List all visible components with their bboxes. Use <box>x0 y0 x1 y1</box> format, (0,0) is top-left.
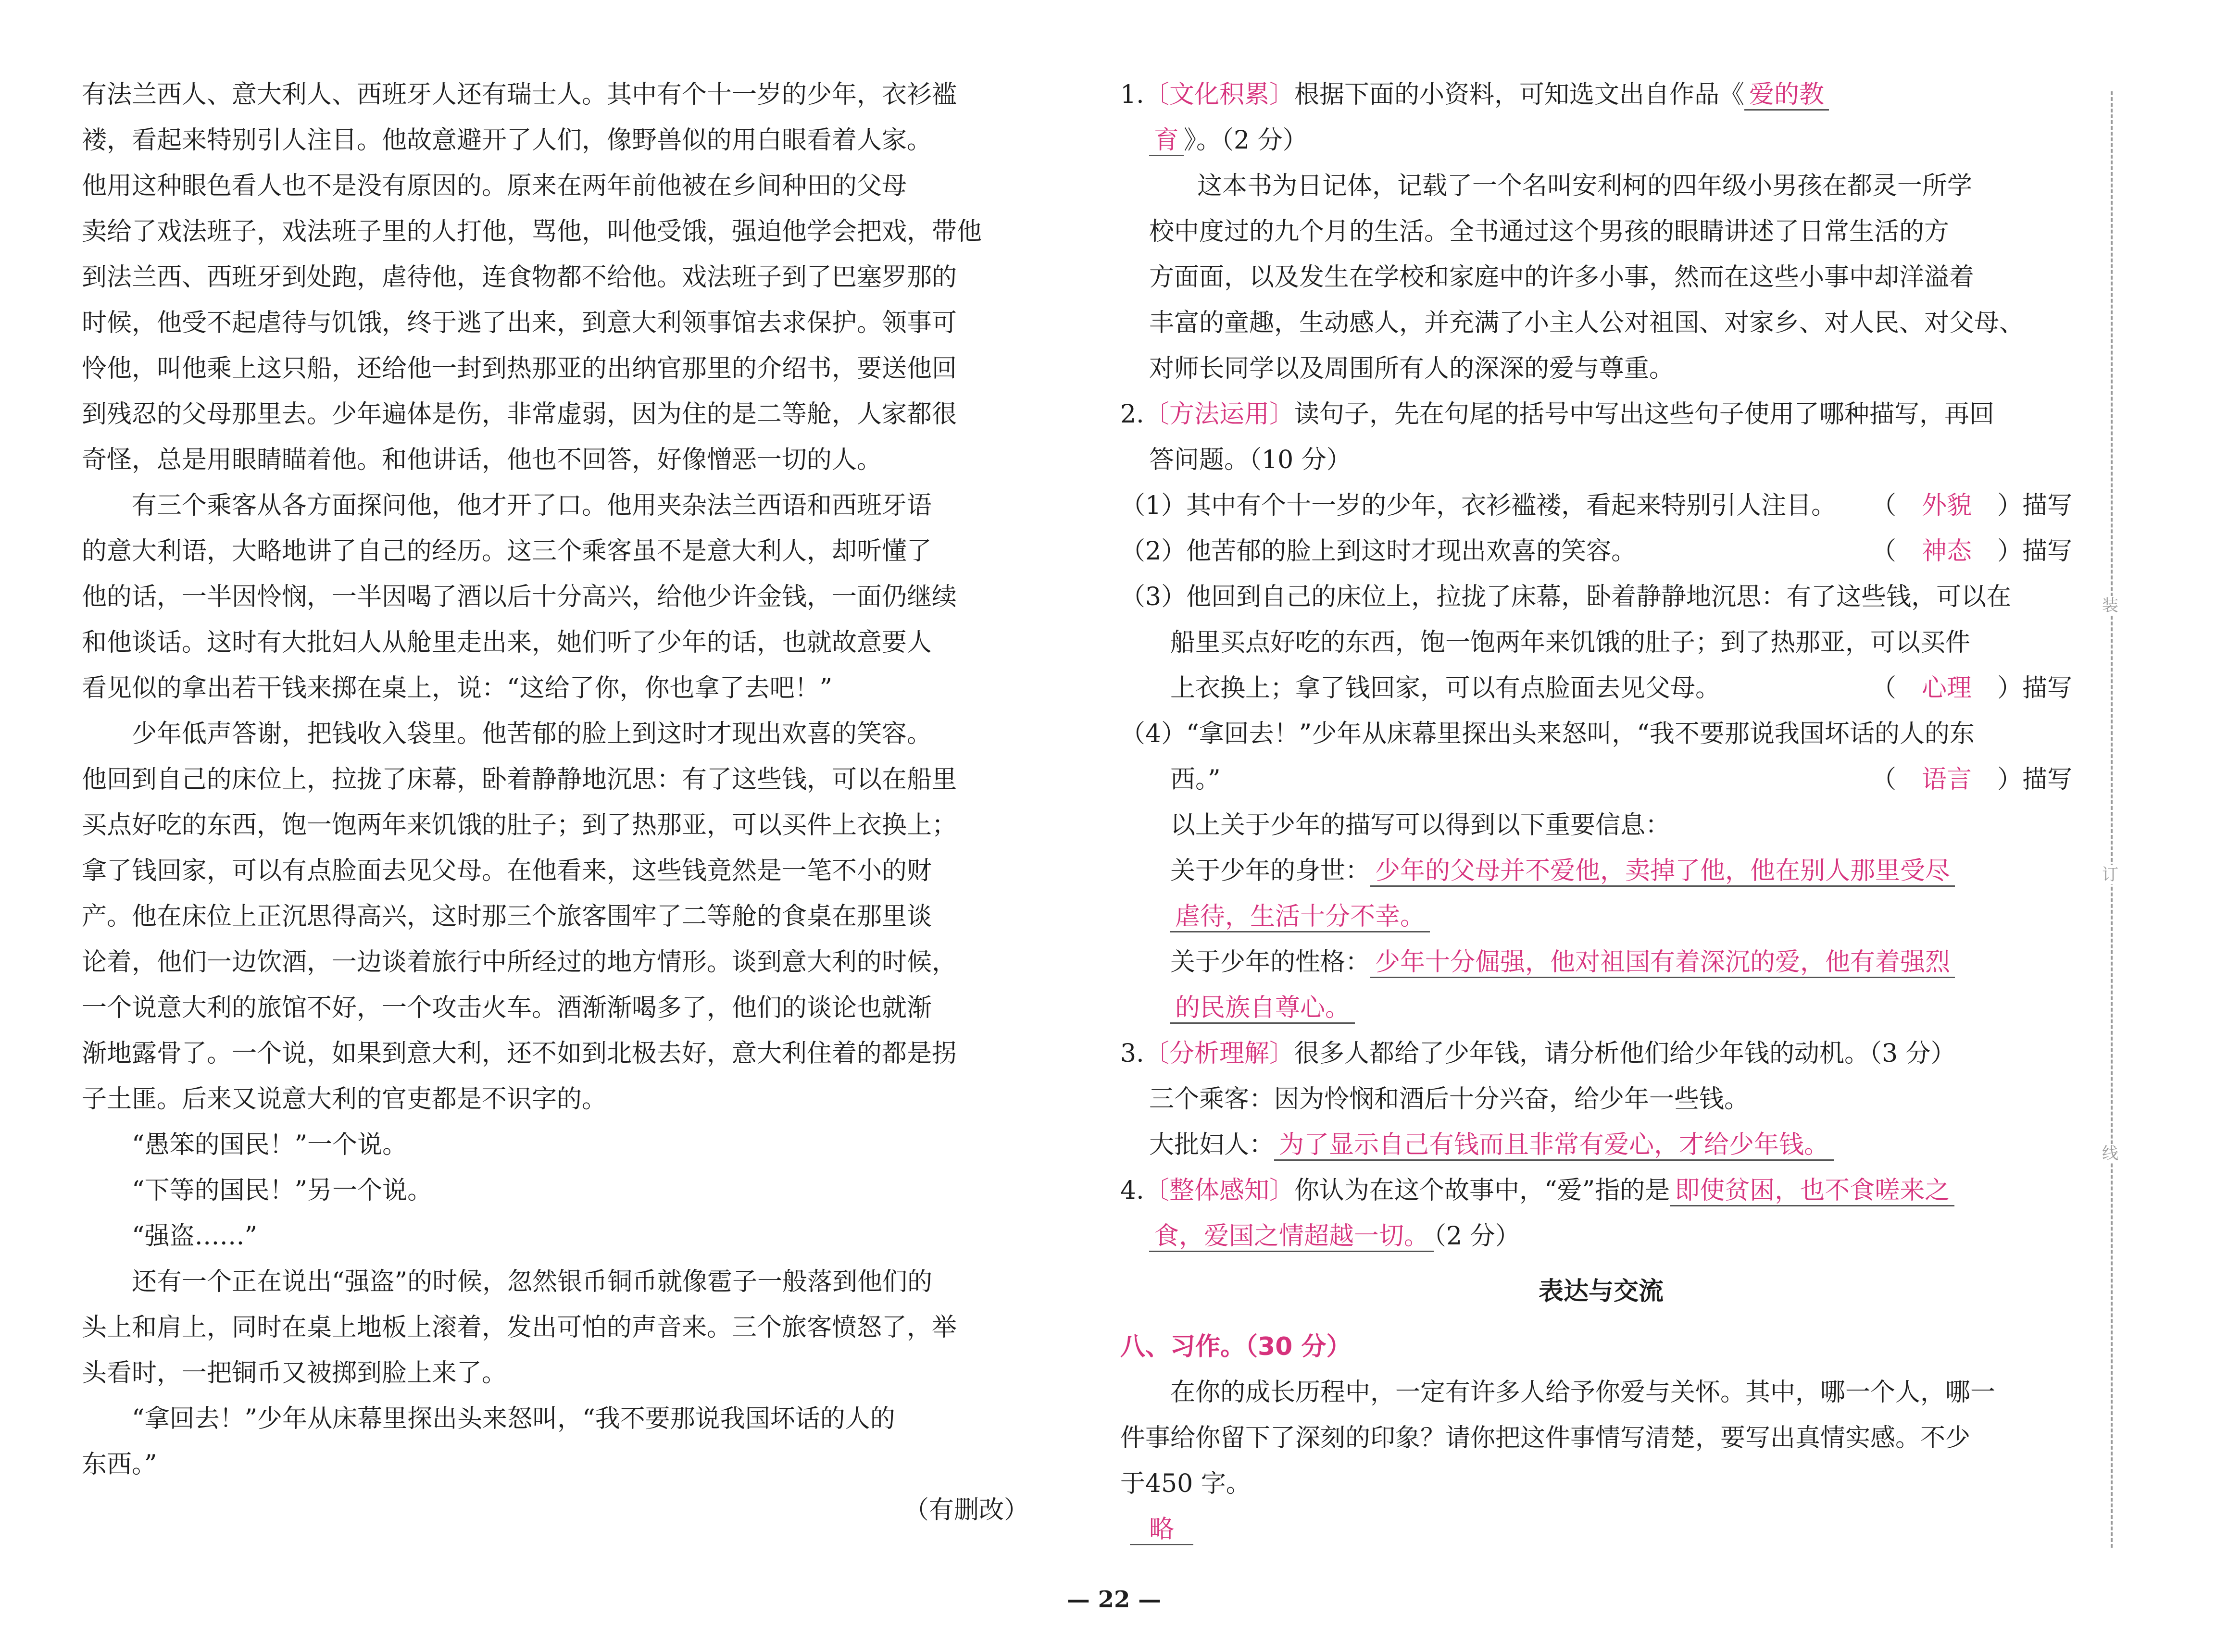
passage-line: 他用这种眼色看人也不是没有原因的。原来在两年前他被在乡间种田的父母 <box>82 172 907 200</box>
question-tag: 〔分析理解〕 <box>1144 1039 1295 1068</box>
question-number: 3. <box>1120 1039 1144 1068</box>
character-label: 关于少年的性格： <box>1170 948 1371 977</box>
question-text: 答问题。（10 分） <box>1149 446 1352 474</box>
material-line: 这本书为日记体，记载了一个名叫安利柯的四年级小男孩在都灵一所学 <box>1197 172 1973 200</box>
material-line: 丰富的童趣，生动感人，并充满了小主人公对祖国、对家乡、对人民、对父母、 <box>1149 309 2025 337</box>
sub-item-3: （3）他回到自己的床位上，拉拢了床幕，卧着静静地沉思：有了这些钱，可以在 <box>1120 583 2012 611</box>
passage-line: 还有一个正在说出“强盗”的时候，忽然银币铜币就像雹子一般落到他们的 <box>132 1267 933 1296</box>
passage-line: 渐地露骨了。一个说，如果到意大利，还不如到北极去好，意大利住着的都是拐 <box>82 1039 957 1068</box>
question-tag: 〔方法运用〕 <box>1144 400 1295 429</box>
passage-line: “愚笨的国民！”一个说。 <box>132 1130 408 1159</box>
material-line: 对师长同学以及周围所有人的深深的爱与尊重。 <box>1149 354 1675 383</box>
question-tag: 〔整体感知〕 <box>1144 1176 1295 1205</box>
sub-item-text: （1）其中有个十一岁的少年，衣衫褴褛，看起来特别引人注目。 <box>1120 491 1837 520</box>
page-number: — 22 — <box>1066 1586 1162 1613</box>
question-number: 4. <box>1120 1176 1144 1205</box>
answer-blank: 外貌 <box>1921 491 1972 520</box>
question-8-title: 八、习作。（30 分） <box>1120 1332 1352 1361</box>
paren: （ <box>1871 765 1896 794</box>
question-3 <box>1120 1031 2082 1077</box>
answer-blank: 食，爱国之情超越一切。 <box>1149 1222 1434 1252</box>
passage-line: “拿回去！”少年从床幕里探出头来怒叫，“我不要那说我国坏话的人的 <box>132 1404 895 1433</box>
question-suffix: （2 分） <box>1434 1222 1520 1251</box>
paren: ）描写 <box>1997 491 2072 520</box>
sub-item-3-cont: 船里买点好吃的东西，饱一饱两年来饥饿的肚子；到了热那亚，可以买件 <box>1170 628 1971 657</box>
question-text: 读句子，先在句尾的括号中写出这些句子使用了哪种描写，再回 <box>1294 400 1995 429</box>
passage-line: 褛，看起来特别引人注目。他故意避开了人们，像野兽似的用白眼看着人家。 <box>82 126 932 155</box>
reading-passage <box>82 72 1039 1533</box>
paren: （ <box>1871 674 1896 703</box>
identity-line <box>1120 848 2082 894</box>
passage-line: 怜他，叫他乘上这只船，还给他一封到热那亚的出纳官那里的介绍书，要送他回 <box>82 354 957 383</box>
answer-blank: 为了显示自己有钱而且非常有爱心，才给少年钱。 <box>1274 1130 1834 1161</box>
answer-blank: 神态 <box>1921 537 1972 566</box>
question-text: 很多人都给了少年钱，请分析他们给少年钱的动机。（3 分） <box>1294 1039 1956 1068</box>
summary-prompt: 以上关于少年的描写可以得到以下重要信息： <box>1170 811 1671 840</box>
passage-line: 论着，他们一边饮酒，一边谈着旅行中所经过的地方情形。谈到意大利的时候， <box>82 948 957 977</box>
passage-line: 有法兰西人、意大利人、西班牙人还有瑞士人。其中有个十一岁的少年，衣衫褴 <box>82 80 957 109</box>
cut-mark: 线 <box>2102 1144 2118 1163</box>
sub-item-text: （2）他苦郁的脸上到这时才现出欢喜的笑容。 <box>1120 537 1637 566</box>
passage-line: 卖给了戏法班子，戏法班子里的人打他，骂他，叫他受饿，强迫他学会把戏，带他 <box>82 217 982 246</box>
answer-blank: 少年的父母并不爱他，卖掉了他，他在别人那里受尽 <box>1370 857 1955 887</box>
passage-line: 头上和肩上，同时在桌上地板上滚着，发出可怕的声音来。三个旅客愤怒了，举 <box>82 1313 957 1342</box>
paren: ）描写 <box>1997 674 2072 703</box>
passage-line: 有三个乘客从各方面探问他，他才开了口。他用夹杂法兰西语和西班牙语 <box>132 491 932 520</box>
question-text: 根据下面的小资料，可知选文出自作品《 <box>1294 80 1745 109</box>
passage-line: 奇怪，总是用眼睛瞄着他。和他讲话，他也不回答，好像憎恶一切的人。 <box>82 446 882 474</box>
paren: ）描写 <box>1997 765 2072 794</box>
paren: （ <box>1871 491 1896 520</box>
source-note: （有删改） <box>903 1496 1029 1525</box>
sub-item-text: 西。” <box>1170 765 1221 794</box>
answer-blank: 虐待，生活十分不幸。 <box>1170 902 1430 932</box>
passage-line: 的意大利语，大略地讲了自己的经历。这三个乘客虽不是意大利人，却听懂了 <box>82 537 932 566</box>
passage-line: 到法兰西、西班牙到处跑，虐待他，连食物都不给他。戏法班子到了巴塞罗那的 <box>82 263 957 292</box>
passage-line: 拿了钱回家，可以有点脸面去见父母。在他看来，这些钱竟然是一笔不小的财 <box>82 857 932 885</box>
answer-blank: 即使贫困，也不食嗟来之 <box>1670 1176 1954 1206</box>
passage-line: 东西。” <box>82 1450 157 1479</box>
answer-line: 三个乘客：因为怜悯和酒后十分兴奋，给少年一些钱。 <box>1149 1085 1750 1114</box>
passage-line: 时候，他受不起虐待与饥饿，终于逃了出来，到意大利领事馆去求保护。领事可 <box>82 309 957 337</box>
passage-line: 他回到自己的床位上，拉拢了床幕，卧着静静地沉思：有了这些钱，可以在船里 <box>82 765 957 794</box>
cut-mark: 订 <box>2102 865 2118 884</box>
answer-line <box>1120 1122 2082 1168</box>
question-suffix: 》。（2 分） <box>1184 126 1308 155</box>
answer-blank: 爱的教 <box>1744 80 1829 111</box>
passage-line: 产。他在床位上正沉思得高兴，这时那三个旅客围牢了二等舱的食桌在那里谈 <box>82 902 932 931</box>
question-1-cont <box>1120 118 2082 163</box>
question-1 <box>1120 72 2082 118</box>
answer-blank: 语言 <box>1921 765 1972 794</box>
sub-item-3-cont <box>1120 666 2082 711</box>
identity-label: 关于少年的身世： <box>1170 857 1371 885</box>
cut-mark: 装 <box>2102 596 2118 615</box>
question-4 <box>1120 1168 2082 1214</box>
passage-line: 到残忍的父母那里去。少年遍体是伤，非常虚弱，因为住的是二等舱，人家都很 <box>82 400 957 429</box>
question-tag: 〔文化积累〕 <box>1144 80 1295 109</box>
passage-line: 头看时，一把铜币又被掷到脸上来了。 <box>82 1359 507 1388</box>
passage-line: “强盗……” <box>132 1222 258 1251</box>
passage-line: 他的话，一半因怜悯，一半因喝了酒以后十分高兴，给他少许金钱，一面仍继续 <box>82 583 957 611</box>
passage-line: 买点好吃的东西，饱一饱两年来饥饿的肚子；到了热那亚，可以买件上衣换上； <box>82 811 957 840</box>
paren: （ <box>1871 537 1896 566</box>
sub-item-2 <box>1120 529 2082 574</box>
passage-line: 少年低声答谢，把钱收入袋里。他苦郁的脸上到这时才现出欢喜的笑容。 <box>132 720 932 748</box>
question-number: 2. <box>1120 400 1144 429</box>
binding-cut-line <box>2111 91 2113 1548</box>
essay-answer <box>1120 1507 2082 1553</box>
question-number: 1. <box>1120 80 1144 109</box>
sub-item-4: （4）“拿回去！”少年从床幕里探出头来怒叫，“我不要那说我国坏话的人的东 <box>1120 720 1975 748</box>
sub-item-text: 上衣换上；拿了钱回家，可以有点脸面去见父母。 <box>1170 674 1721 703</box>
answer-blank: 略 <box>1130 1515 1193 1545</box>
question-2 <box>1120 392 2082 437</box>
identity-line-cont <box>1120 894 2082 940</box>
passage-line: 子土匪。后来又说意大利的官吏都是不识字的。 <box>82 1085 607 1114</box>
question-4-cont <box>1120 1214 2082 1259</box>
answer-blank: 少年十分倔强，他对祖国有着深沉的爱，他有着强烈 <box>1370 948 1955 978</box>
material-line: 方面面，以及发生在学校和家庭中的许多小事，然而在这些小事中却洋溢着 <box>1149 263 1975 292</box>
section-title: 表达与交流 <box>1538 1277 1664 1306</box>
paren: ）描写 <box>1997 537 2072 566</box>
prompt-line: 于450 字。 <box>1120 1469 1251 1498</box>
passage-line: 一个说意大利的旅馆不好，一个攻击火车。酒渐渐喝多了，他们的谈论也就渐 <box>82 994 932 1022</box>
prompt-line: 在你的成长历程中，一定有许多人给予你爱与关怀。其中，哪一个人，哪一 <box>1170 1378 1996 1407</box>
character-line <box>1120 940 2082 985</box>
passage-line: “下等的国民！”另一个说。 <box>132 1176 433 1205</box>
question-text: 你认为在这个故事中，“爱”指的是 <box>1294 1176 1670 1205</box>
answer-blank: 心理 <box>1921 674 1972 703</box>
sub-item-4-cont <box>1120 757 2082 803</box>
sub-item-1 <box>1120 483 2082 529</box>
answer-blank: 的民族自尊心。 <box>1170 994 1355 1024</box>
passage-line: 看见似的拿出若干钱来掷在桌上，说：“这给了你，你也拿了去吧！” <box>82 674 833 703</box>
answer-blank: 育 <box>1149 126 1184 156</box>
material-line: 校中度过的九个月的生活。全书通过这个男孩的眼睛讲述了日常生活的方 <box>1149 217 1950 246</box>
questions <box>1120 72 2082 1553</box>
character-line-cont <box>1120 985 2082 1031</box>
passage-line: 和他谈话。这时有大批妇人从舱里走出来，她们听了少年的话，也就故意要人 <box>82 628 932 657</box>
prompt-line: 件事给你留下了深刻的印象？请你把这件事情写清楚，要写出真情实感。不少 <box>1120 1424 1971 1453</box>
answer-label: 大批妇人： <box>1149 1130 1275 1159</box>
